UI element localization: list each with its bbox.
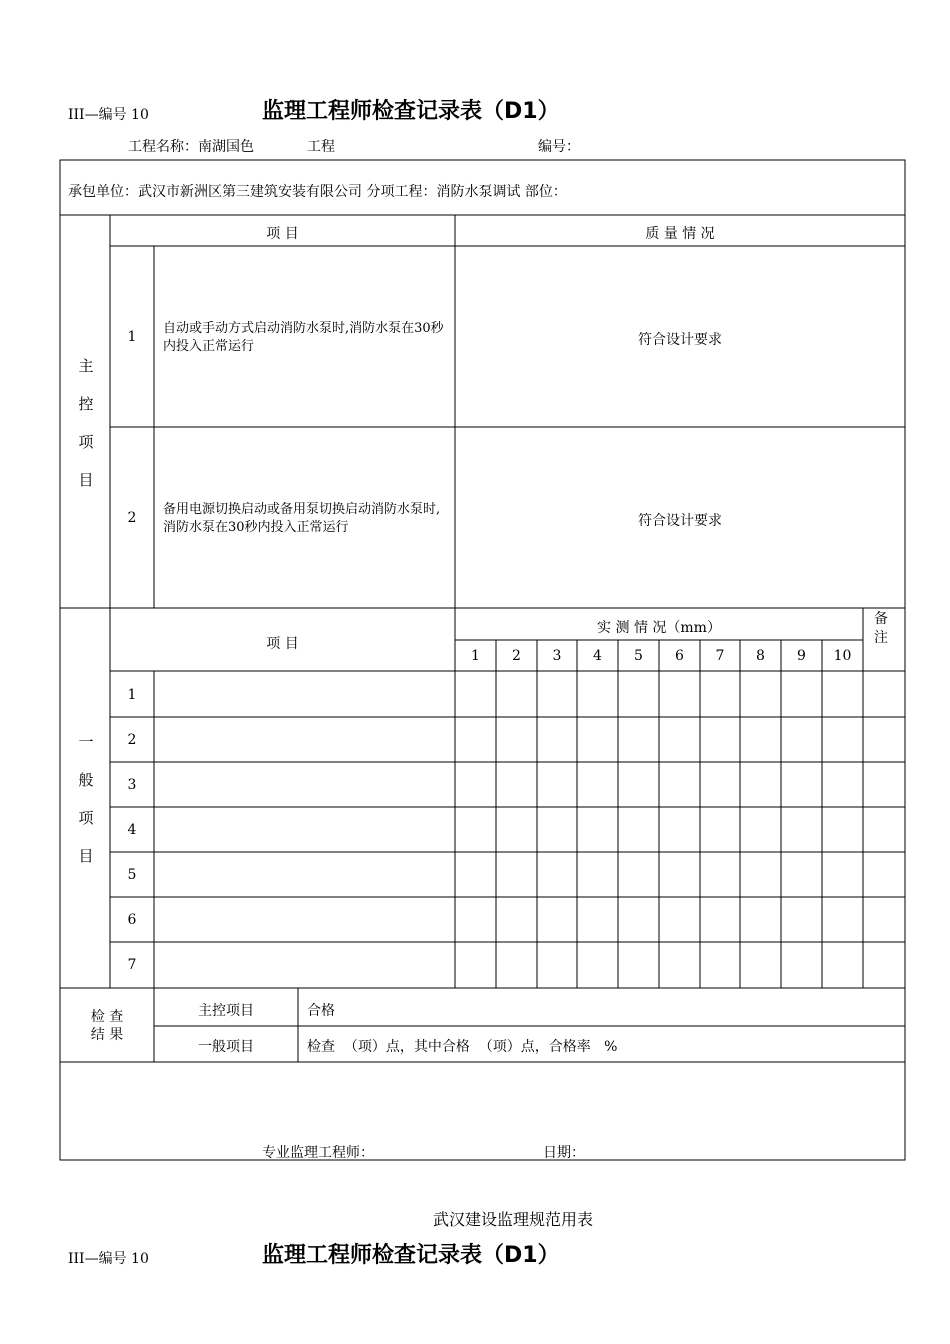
general-row-num: 3 bbox=[127, 777, 137, 793]
measure-col: 2 bbox=[512, 648, 521, 664]
general-result-label: 一般项目 bbox=[198, 1039, 254, 1055]
form-number: 编号： bbox=[538, 139, 580, 155]
general-row-num: 4 bbox=[127, 822, 137, 838]
project-suffix: 工程 bbox=[307, 139, 335, 155]
main-result-label: 主控项目 bbox=[198, 1003, 254, 1019]
main-result-value: 合格 bbox=[307, 1003, 335, 1019]
form-title-2: 监理工程师检查记录表（D1） bbox=[262, 1243, 560, 1268]
measure-col: 8 bbox=[756, 648, 765, 664]
form-title: 监理工程师检查记录表（D1） bbox=[262, 99, 560, 124]
general-row-num: 5 bbox=[127, 867, 137, 883]
quality-header: 质 量 情 况 bbox=[645, 226, 715, 242]
project-name: 工程名称：南湖国色 bbox=[128, 139, 254, 155]
general-row-num: 1 bbox=[127, 687, 137, 703]
sign-date: 日期： bbox=[543, 1145, 585, 1161]
general-item-header: 项 目 bbox=[266, 636, 299, 652]
measure-col: 3 bbox=[552, 648, 562, 664]
check-result-label: 检 查 结 果 bbox=[90, 1009, 124, 1043]
main-row-num: 1 bbox=[127, 329, 137, 345]
form-code: III—编号 10 bbox=[68, 107, 149, 123]
general-row-num: 2 bbox=[127, 732, 137, 748]
contractor-info: 承包单位：武汉市新洲区第三建筑安装有限公司 分项工程：消防水泵调试 部位： bbox=[68, 184, 567, 200]
measure-col: 6 bbox=[675, 648, 684, 664]
engineer-signature: 专业监理工程师： bbox=[262, 1145, 374, 1161]
general-result-value: 检查 （项）点，其中合格 （项）点，合格率 % bbox=[307, 1039, 618, 1055]
measure-col: 7 bbox=[715, 648, 725, 664]
standard-note: 武汉建设监理规范用表 bbox=[433, 1210, 594, 1229]
main-row-desc: 自动或手动方式启动消防水泵时,消防水泵在30秒内投入正常运行 bbox=[163, 321, 444, 354]
form-code-2: III—编号 10 bbox=[68, 1251, 149, 1267]
main-row-result: 符合设计要求 bbox=[638, 332, 722, 348]
measure-header: 实 测 情 况（mm） bbox=[597, 620, 721, 636]
measure-col: 5 bbox=[634, 648, 643, 664]
main-row-desc: 备用电源切换启动或备用泵切换启动消防水泵时,消防水泵在30秒内投入正常运行 bbox=[163, 502, 441, 535]
general-label: 一 般 项 目 bbox=[78, 733, 94, 865]
main-row-result: 符合设计要求 bbox=[638, 513, 722, 529]
general-row-num: 6 bbox=[127, 912, 137, 928]
main-row-num: 2 bbox=[127, 510, 137, 526]
main-item-header: 项 目 bbox=[266, 226, 299, 242]
general-row-num: 7 bbox=[127, 957, 137, 973]
measure-col: 1 bbox=[471, 648, 480, 664]
remark-header: 备 注 bbox=[874, 611, 888, 646]
measure-col: 4 bbox=[593, 648, 602, 664]
measure-col: 9 bbox=[797, 648, 806, 664]
main-control-label: 主 控 项 目 bbox=[78, 357, 94, 489]
measure-col: 10 bbox=[833, 648, 852, 664]
